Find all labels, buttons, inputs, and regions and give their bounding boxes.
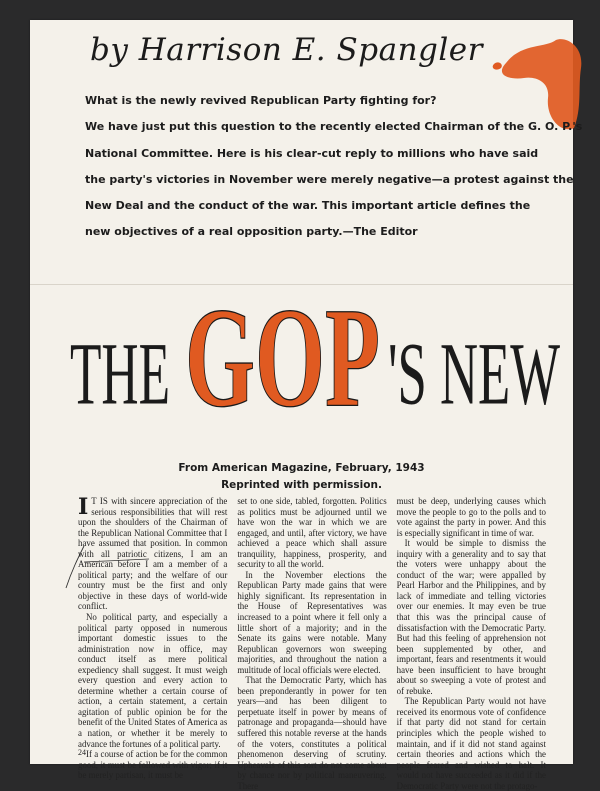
article-paragraph: No political party, and especially a political party opposed in numerous important domestic issues to the administration now in office, may conduct itself as mere political expediency shall suggest. It must weigh every question and every action to determine whether a certain course of action, a certain statement, a certain agitation of public opinion be for the benefit of the United States of America as a nation, or whether it be merely to advance the fortunes of a political party. xyxy=(78,612,228,749)
source-line: From American Magazine, February, 1943 xyxy=(178,462,425,474)
headline xyxy=(70,278,570,458)
magazine-page xyxy=(30,20,583,791)
article-paragraph: If a course of action be for the common good, it must be followed with vigor; if it be merely partisan, it must be xyxy=(78,749,228,781)
author-byline: by Harrison E. Spangler xyxy=(90,32,483,68)
headline-new: 'S NEW xyxy=(388,324,561,423)
article-paragraph: must be deep, underlying causes which move the people to go to the polls and to vote against the party in power. And this is especially significant in time of war. xyxy=(396,496,546,538)
intro-line: the party's victories in November were merely negative—a protest against the xyxy=(85,172,574,186)
intro-line: National Committee. Here is his clear-cut reply to millions who have said xyxy=(85,146,539,160)
drop-cap: I xyxy=(78,494,89,520)
intro-line: We have just put this question to the recently elected Chairman of the G. O. P.'s xyxy=(85,120,583,134)
article-paragraph: It would be simple to dismiss the inquiry with a generality and to say that the voters were unhappy about the conduct of the war; were appalled by Pearl Harbor and the Philippines, and by lack of immediate and telling victories over our enemies. It may even be true that this was the principal cause of dissatisfaction with the Democratic Party. But had this feeling of apprehension not been supplemented by other, and important, fears and resentments it would have been insufficient to have brought about so sweeping a vote of protest and of rebuke. xyxy=(396,538,546,696)
intro-line: New Deal and the conduct of the war. This important article defines the xyxy=(85,199,531,213)
article-column-2 xyxy=(237,496,386,791)
intro-line: What is the newly revived Republican Party fighting for? xyxy=(85,94,437,107)
article-paragraph: set to one side, tabled, forgotten. Politics as politics must be adjourned until we have won the war in which we are engaged, and until, after victory, we have achieved a peace which shall assure tranquility, happiness, prosperity, and security to all the world. xyxy=(237,496,387,570)
source-credit xyxy=(30,460,573,494)
article-paragraph: In the November elections the Republican Party made gains that were highly significant. Its representation in the House of Representatives was increased to a point where it fell only a little short of a majority; and in the Senate its gains were notable. Many Republican governors won sweeping majorities, and throughout the nation a multitude of local officials were elected. xyxy=(237,569,387,675)
headline-gop: GOP xyxy=(185,277,380,437)
headline-the: THE xyxy=(70,324,170,423)
article-paragraph: I T IS with sincere appreciation of the serious responsibilities that will rest upon the shoulders of the Chairman of the Republican National Committee that I have assumed that position. In common with all patriotic citizens, I am an American before I am a member of a political party; and the welfare of our country must be the first and only objective in these days of world-wide conflict. xyxy=(78,494,228,612)
article-column-3 xyxy=(397,496,546,791)
article-column-1 xyxy=(78,496,227,791)
page-number: 24 xyxy=(78,748,86,757)
article-paragraph: The Republican Party would not have received its enormous vote of confidence if that party did not stand for certain principles which the people wished to maintain, and if it did not stand against certain theories and actions which the people feared and wished to halt. It would not have succeeded as it did if the Democratic Party were not the protago- xyxy=(396,696,546,791)
article-body xyxy=(78,496,546,791)
editor-introduction xyxy=(85,88,583,246)
intro-line: new objectives of a real opposition party.—The Editor xyxy=(85,225,418,239)
permission-line: Reprinted with permission. xyxy=(221,479,382,491)
article-paragraph: That the Democratic Party, which has been preponderantly in power for ten years—and has been diligent to perpetuate itself in power by means of patronage and propaganda—should have suffered this notable reverse at the hands of the voters, constitutes a political phenomenon deserving of scrutiny. Upheavals of this sort do not come about by chance nor by political maneuvering. There xyxy=(237,675,387,791)
